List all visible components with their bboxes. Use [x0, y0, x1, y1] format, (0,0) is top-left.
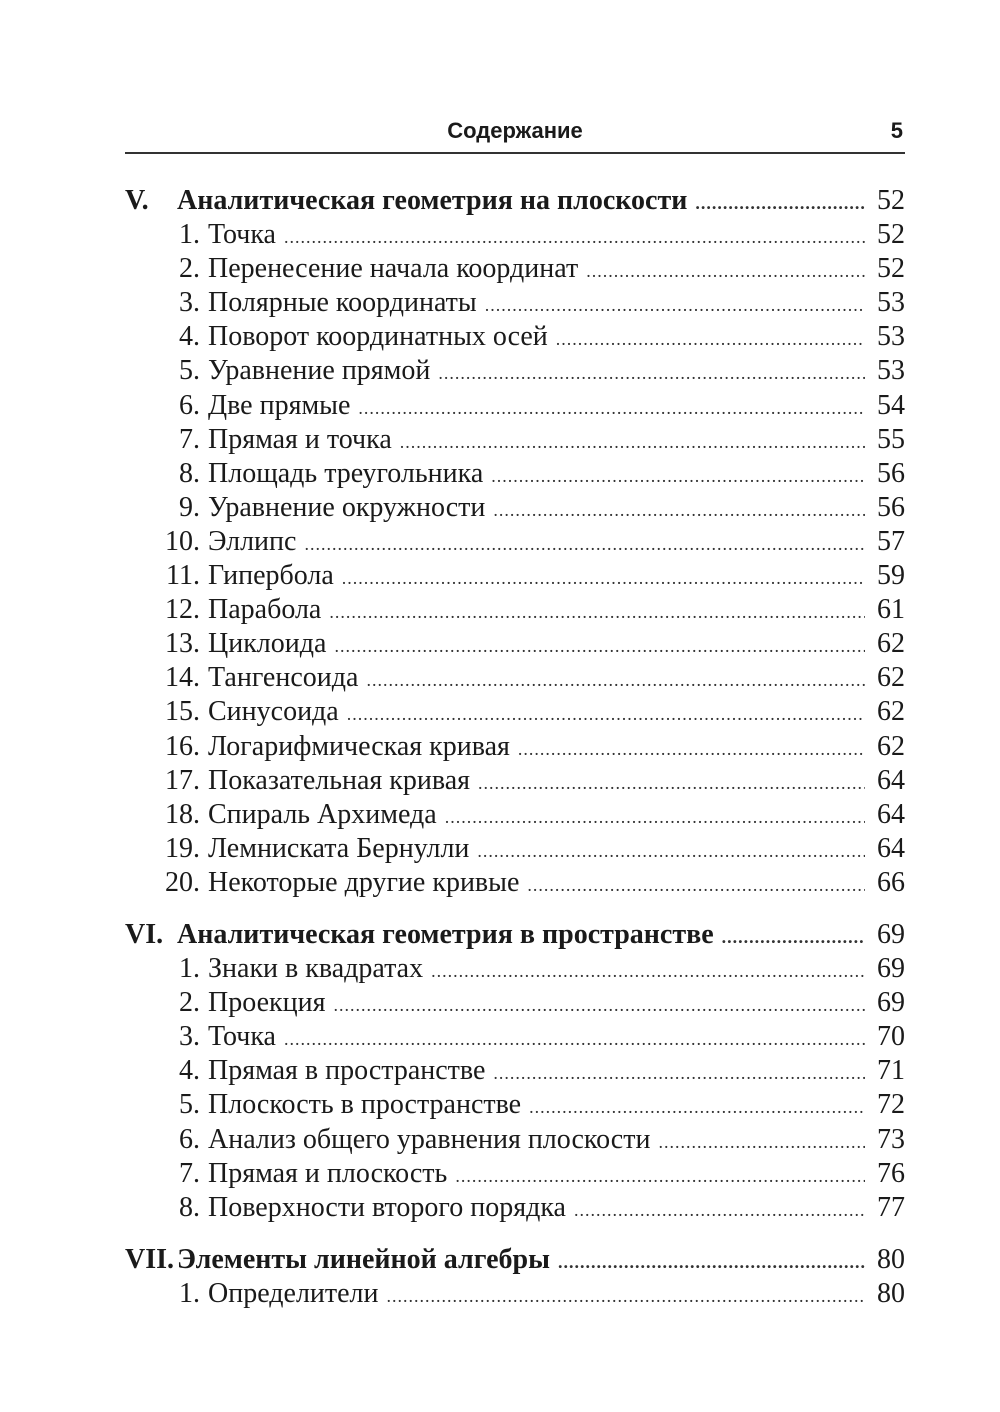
entry-title: Точка — [208, 219, 276, 251]
entry-page: 55 — [877, 423, 905, 455]
entry-number: 10. — [165, 525, 200, 557]
entry-page: 73 — [877, 1123, 905, 1155]
entry-title: Перенесение начала координат — [208, 253, 579, 285]
dot-leader — [304, 527, 865, 561]
toc-entry-row[interactable] — [125, 1157, 905, 1191]
dot-leader — [347, 697, 865, 731]
toc-entry-row[interactable] — [125, 952, 905, 986]
entry-title: Парабола — [208, 594, 322, 626]
toc-entry-row[interactable] — [125, 491, 905, 525]
entry-number: 3. — [179, 287, 200, 319]
entry-number: 1. — [179, 953, 200, 985]
entry-number: 11. — [166, 560, 200, 592]
entry-title: Поворот координатных осей — [208, 321, 548, 353]
dot-leader — [574, 1193, 865, 1227]
entry-title: Спираль Архимеда — [208, 798, 437, 830]
dot-leader — [366, 663, 865, 697]
entry-title: Эллипс — [208, 525, 297, 557]
dot-leader — [527, 868, 865, 902]
toc-entry-row[interactable] — [125, 1123, 905, 1157]
dot-leader — [445, 800, 865, 834]
toc-entry-row[interactable] — [125, 559, 905, 593]
entry-title: Тангенсоида — [208, 662, 359, 694]
entry-page: 66 — [877, 866, 905, 898]
toc-entry-row[interactable] — [125, 218, 905, 252]
toc-entry-row[interactable] — [125, 1054, 905, 1088]
dot-leader — [695, 186, 865, 220]
toc-chapter-row[interactable] — [125, 1243, 905, 1277]
entry-page: 53 — [877, 287, 905, 319]
entry-page: 56 — [877, 457, 905, 489]
toc-entry-row[interactable] — [125, 286, 905, 320]
entry-page: 62 — [877, 730, 905, 762]
entry-title: Две прямые — [208, 389, 351, 421]
dot-leader — [556, 322, 865, 356]
toc-section — [125, 918, 905, 1225]
entry-page: 77 — [877, 1191, 905, 1223]
entry-number: 15. — [165, 696, 200, 728]
entry-page: 80 — [877, 1277, 905, 1309]
table-of-contents — [125, 184, 905, 1311]
entry-page: 59 — [877, 560, 905, 592]
entry-number: 6. — [179, 1123, 200, 1155]
dot-leader — [333, 988, 865, 1022]
entry-title: Гипербола — [208, 560, 334, 592]
dot-leader — [455, 1159, 865, 1193]
entry-number: 19. — [165, 832, 200, 864]
entry-page: 61 — [877, 594, 905, 626]
toc-chapter-row[interactable] — [125, 184, 905, 218]
entry-title: Логарифмическая кривая — [208, 730, 510, 762]
entry-number: 16. — [165, 730, 200, 762]
entry-page: 52 — [877, 253, 905, 285]
entry-title: Анализ общего уравнения плоскости — [208, 1123, 651, 1155]
toc-chapter-row[interactable] — [125, 918, 905, 952]
chapter-page: 52 — [877, 185, 905, 216]
entry-title: Некоторые другие кривые — [208, 866, 520, 898]
dot-leader — [493, 493, 865, 527]
dot-leader — [431, 954, 865, 988]
entry-page: 52 — [877, 219, 905, 251]
dot-leader — [477, 834, 865, 868]
toc-entry-row[interactable] — [125, 798, 905, 832]
chapter-page: 69 — [877, 918, 905, 950]
toc-entry-row[interactable] — [125, 866, 905, 900]
chapter-number: VI. — [125, 918, 164, 950]
dot-leader — [438, 356, 865, 390]
entry-number: 5. — [179, 1089, 200, 1121]
entry-title: Знаки в квадратах — [208, 953, 424, 985]
entry-page: 70 — [877, 1021, 905, 1053]
chapter-number: V. — [125, 185, 149, 216]
entry-number: 1. — [179, 219, 200, 251]
toc-entry-row[interactable] — [125, 764, 905, 798]
dot-leader — [334, 629, 865, 663]
entry-title: Циклоида — [208, 628, 327, 660]
chapter-title: Аналитическая геометрия в пространстве — [177, 918, 714, 950]
entry-number: 7. — [179, 423, 200, 455]
entry-title: Лемниската Бернулли — [208, 832, 470, 864]
toc-entry-row[interactable] — [125, 525, 905, 559]
entry-number: 4. — [179, 321, 200, 353]
entry-page: 62 — [877, 628, 905, 660]
chapter-page: 80 — [877, 1243, 905, 1275]
toc-entry-row[interactable] — [125, 457, 905, 491]
dot-leader — [342, 561, 865, 595]
entry-title: Точка — [208, 1021, 276, 1053]
toc-entry-row[interactable] — [125, 1277, 905, 1311]
entry-number: 4. — [179, 1055, 200, 1087]
entry-number: 8. — [179, 457, 200, 489]
entry-title: Показательная кривая — [208, 764, 471, 796]
toc-entry-row[interactable] — [125, 986, 905, 1020]
entry-title: Площадь треугольника — [208, 457, 484, 489]
dot-leader — [400, 425, 865, 459]
toc-entry-row[interactable] — [125, 661, 905, 695]
entry-title: Синусоида — [208, 696, 339, 728]
dot-leader — [518, 732, 865, 766]
dot-leader — [485, 288, 865, 322]
toc-entry-row[interactable] — [125, 423, 905, 457]
entry-number: 2. — [179, 253, 200, 285]
toc-section — [125, 184, 905, 900]
toc-entry-row[interactable] — [125, 389, 905, 423]
entry-page: 69 — [877, 953, 905, 985]
entry-page: 64 — [877, 764, 905, 796]
dot-leader — [722, 920, 865, 954]
entry-title: Проекция — [208, 987, 326, 1019]
dot-leader — [329, 595, 865, 629]
entry-number: 13. — [165, 628, 200, 660]
toc-entry-row[interactable] — [125, 832, 905, 866]
toc-entry-row[interactable] — [125, 1191, 905, 1225]
entry-title: Прямая и точка — [208, 423, 392, 455]
entry-page: 72 — [877, 1089, 905, 1121]
toc-entry-row[interactable] — [125, 695, 905, 729]
dot-leader — [478, 766, 865, 800]
entry-title: Определители — [208, 1277, 379, 1309]
dot-leader — [358, 391, 865, 425]
entry-title: Прямая в пространстве — [208, 1055, 486, 1087]
entry-number: 5. — [179, 355, 200, 387]
toc-entry-row[interactable] — [125, 320, 905, 354]
entry-number: 1. — [179, 1277, 200, 1309]
entry-number: 18. — [165, 798, 200, 830]
entry-number: 8. — [179, 1191, 200, 1223]
entry-page: 69 — [877, 987, 905, 1019]
dot-leader — [387, 1279, 865, 1313]
entry-number: 9. — [179, 491, 200, 523]
entry-title: Уравнение прямой — [208, 355, 431, 387]
header-page-number: 5 — [890, 118, 903, 143]
dot-leader — [586, 254, 865, 288]
entry-number: 7. — [179, 1157, 200, 1189]
entry-page: 53 — [877, 355, 905, 387]
entry-page: 56 — [877, 491, 905, 523]
entry-number: 12. — [165, 594, 200, 626]
entry-title: Плоскость в пространстве — [208, 1089, 522, 1121]
entry-page: 62 — [877, 662, 905, 694]
toc-entry-row[interactable] — [125, 354, 905, 388]
toc-entry-row[interactable] — [125, 730, 905, 764]
dot-leader — [284, 220, 865, 254]
toc-entry-row[interactable] — [125, 627, 905, 661]
toc-entry-row[interactable] — [125, 1020, 905, 1054]
entry-page: 57 — [877, 525, 905, 557]
entry-number: 14. — [165, 662, 200, 694]
toc-entry-row[interactable] — [125, 1088, 905, 1122]
chapter-title: Элементы линейной алгебры — [177, 1243, 550, 1275]
dot-leader — [529, 1090, 865, 1124]
dot-leader — [491, 459, 865, 493]
chapter-title: Аналитическая геометрия на плоскости — [177, 185, 688, 216]
header-title: Содержание — [447, 118, 583, 143]
entry-page: 64 — [877, 798, 905, 830]
entry-page: 62 — [877, 696, 905, 728]
entry-title: Полярные координаты — [208, 287, 477, 319]
dot-leader — [658, 1125, 865, 1159]
entry-title: Уравнение окружности — [208, 491, 486, 523]
entry-title: Прямая и плоскость — [208, 1157, 448, 1189]
dot-leader — [493, 1056, 865, 1090]
running-header — [125, 112, 905, 154]
toc-entry-row[interactable] — [125, 252, 905, 286]
entry-page: 54 — [877, 389, 905, 421]
dot-leader — [284, 1022, 865, 1056]
entry-number: 6. — [179, 389, 200, 421]
entry-number: 3. — [179, 1021, 200, 1053]
chapter-number: VII. — [125, 1243, 175, 1275]
toc-entry-row[interactable] — [125, 593, 905, 627]
entry-page: 53 — [877, 321, 905, 353]
entry-title: Поверхности второго порядка — [208, 1191, 566, 1223]
entry-page: 76 — [877, 1157, 905, 1189]
entry-number: 20. — [165, 866, 200, 898]
dot-leader — [558, 1245, 865, 1279]
entry-number: 2. — [179, 987, 200, 1019]
toc-section — [125, 1243, 905, 1311]
entry-number: 17. — [165, 764, 200, 796]
entry-page: 64 — [877, 832, 905, 864]
entry-page: 71 — [877, 1055, 905, 1087]
